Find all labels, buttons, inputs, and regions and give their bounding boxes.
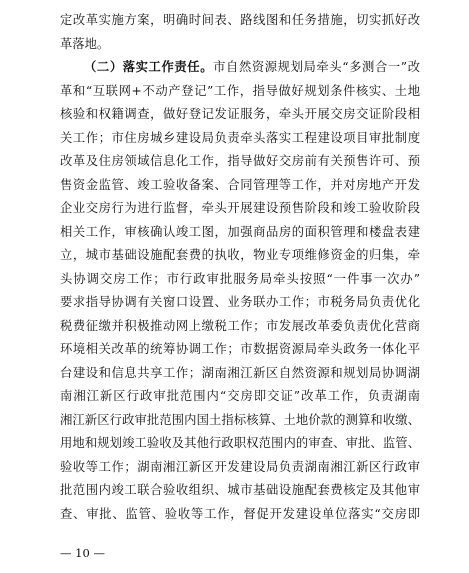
body-text-line: 革和“互联网+不动产登记”工作，指导做好规划条件核实、土地: [60, 83, 420, 98]
body-text-line: 改革及住房领域信息化工作，指导做好交房前有关预售许可、预: [60, 154, 420, 168]
body-text-line: 批范围内竣工联合验收组织、城市基础设施配套费核定及其他审: [60, 483, 420, 497]
page-number: — 10 —: [60, 546, 105, 560]
body-text-line: 南湘江新区行政审批范围内“交房即交证”改革工作，负责湖南: [60, 389, 420, 403]
body-text-line: 售资金监管、竣工验收备案、合同管理等工作，并对房地产开发: [60, 177, 420, 192]
body-text-line: 查、审批、监管、验收等工作，督促开发建设单位落实“交房即: [60, 506, 420, 521]
section-heading-rest: 市自然资源规划局牵头“多测合一”改: [213, 60, 420, 74]
body-text-line: 用地和规划竣工验收及其他行政职权范围内的审查、审批、监管、: [60, 436, 420, 450]
body-text-line: 定改革实施方案，明确时间表、路线图和任务措施，切实抓好改: [60, 13, 420, 27]
body-text-line: 税费征缴并积极推动网上缴税工作；市发展改革委负责优化营商: [60, 318, 420, 333]
body-text-line: 湘江新区行政审批范围内国土指标核算、土地价款的测算和收缴、: [60, 412, 420, 427]
section-heading-line: [84, 59, 420, 75]
body-text-line: 关工作；市住房城乡建设局负责牵头落实工程建设项目审批制度: [60, 130, 420, 145]
body-text-line: 革落地。: [60, 36, 110, 51]
body-text-line: 立，城市基础设施配套费的执收，物业专项维修资金的归集，牵: [60, 248, 420, 262]
body-text-line: 环境相关改革的统筹协调工作；市数据资源局牵头政务一体化平: [60, 342, 420, 356]
section-heading: （二）落实工作责任。: [84, 59, 214, 74]
body-text-line: 台建设和信息共享工作；湖南湘江新区自然资源和规划局协调湖: [60, 365, 420, 380]
body-text-line: 相关工作，审核确认竣工图，加强商品房的面积管理和楼盘表建: [60, 224, 420, 239]
body-text-line: 核验和权籍调查，做好登记发证服务，牵头开展交房交证阶段相: [60, 107, 420, 121]
body-text-line: 要求指导协调有关窗口设置、业务联办工作；市税务局负责优化: [60, 295, 420, 309]
body-text-line: 企业交房行为进行监督，牵头开展建设预售阶段和竣工验收阶段: [60, 201, 420, 215]
body-text-line: 验收等工作；湖南湘江新区开发建设局负责湖南湘江新区行政审: [60, 459, 420, 474]
body-text-line: 头协调交房工作；市行政审批服务局牵头按照“一件事一次办”: [60, 271, 420, 286]
